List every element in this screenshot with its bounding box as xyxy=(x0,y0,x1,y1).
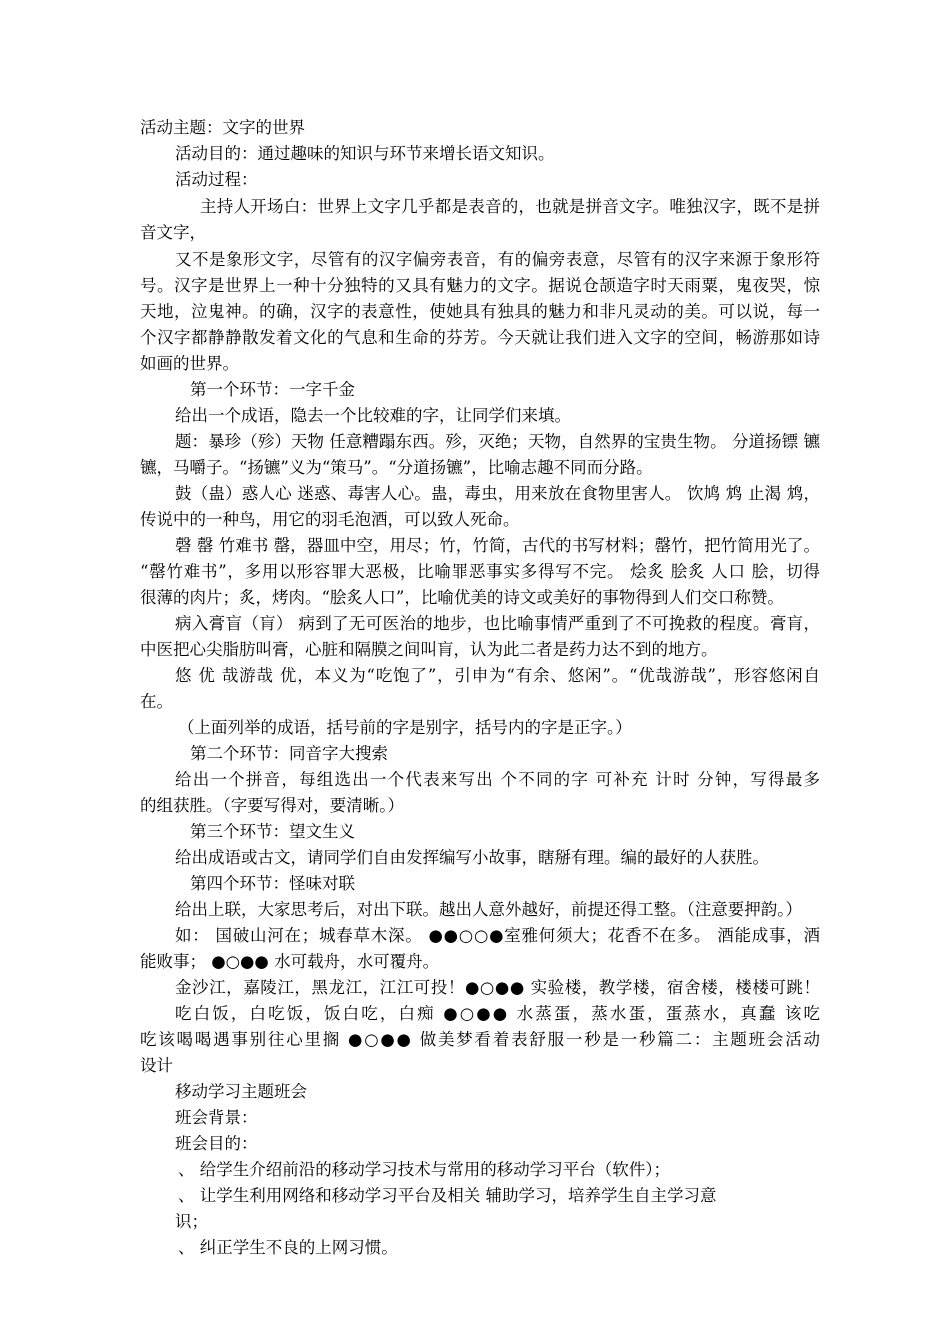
paragraph-line: 给出上联，大家思考后，对出下联。越出人意外越好，前提还得工整。（注意要押韵。） xyxy=(175,900,802,919)
paragraph-line: 如画的世界。 xyxy=(140,354,239,373)
paragraph-line: 很薄的肉片；炙，烤肉。“脍炙人口”，比喻优美的诗文或美好的事物得到人们交口称赞。 xyxy=(140,588,784,607)
paragraph-line: 在。 xyxy=(140,692,173,711)
class-meeting-purpose: 班会目的： xyxy=(175,1134,258,1153)
paragraph-line: 题：暴珍（殄）天物 任意糟蹋东西。殄，灭绝；天物，自然界的宝贵生物。 分道扬镖 镳 xyxy=(175,432,820,451)
paragraph-line: 鼓（蛊）惑人心 迷惑、毒害人心。蛊，毒虫，用来放在食物里害人。 饮鸠 鸩 止渴 鸩， xyxy=(175,484,820,503)
paragraph-line: 给出一个成语，隐去一个比较难的字，让同学们来填。 xyxy=(175,406,571,425)
list-item: 、 纠正学生不良的上网习惯。 xyxy=(178,1238,398,1257)
paragraph-line: 给出一个拼音，每组选出一个代表来写出 个不同的字 可补充 计时 分钟，写得最多 xyxy=(175,770,820,789)
paragraph-line: 音文字， xyxy=(140,223,206,242)
paragraph-line: 吃白饭，白吃饭，饭白吃，白痴 ●○●● 水蒸蛋，蒸水蛋，蛋蒸水，真蠢 该吃 xyxy=(175,1004,820,1023)
paragraph-line: 设计 xyxy=(140,1056,173,1075)
paragraph-line: 悠 优 哉游哉 优，本义为“吃饱了”，引申为“有余、悠闲”。“优哉游哉”，形容悠闲自 xyxy=(175,666,820,685)
activity-purpose: 活动目的：通过趣味的知识与环节来增长语文知识。 xyxy=(175,144,555,163)
paragraph-line: 金沙江，嘉陵江，黑龙江，江江可投！●○●● 实验楼，教学楼，宿舍楼，楼楼可跳！ xyxy=(175,978,820,997)
paragraph-line: 如： 国破山河在；城春草木深。 ●●○○●室雅何须大；花香不在多。 酒能成事，酒 xyxy=(175,926,820,945)
paragraph-line: 号。汉字是世界上一种十分独特的又具有魅力的文字。据说仓颉造字时天雨粟，鬼夜哭，惊 xyxy=(140,276,820,295)
paragraph-line: 镳，马嚼子。“扬镳”义为“策马”。“分道扬镳”，比喻志趣不同而分路。 xyxy=(140,458,653,477)
list-item-continuation: 识； xyxy=(175,1212,208,1231)
paragraph-line: 传说中的一种鸟，用它的羽毛泡酒，可以致人死命。 xyxy=(140,510,520,529)
paragraph-line: 病入膏盲（肓） 病到了无可医治的地步，也比喻事情严重到了不可挽救的程度。膏肓， xyxy=(175,614,820,633)
paragraph-line: 磬 罄 竹难书 罄，器皿中空，用尽；竹，竹简，古代的书写材料；罄竹，把竹简用光了。 xyxy=(175,536,820,555)
activity-theme: 活动主题：文字的世界 xyxy=(140,118,305,137)
class-meeting-background: 班会背景： xyxy=(175,1108,258,1127)
section-heading-4: 第四个环节：怪味对联 xyxy=(190,874,355,893)
list-item: 、 给学生介绍前沿的移动学习技术与常用的移动学习平台（软件）； xyxy=(178,1160,670,1179)
section-heading-2: 第二个环节：同音字大搜索 xyxy=(190,744,388,763)
paragraph-line: 中医把心尖脂肪叫膏，心脏和隔膜之间叫肓，认为此二者是药力达不到的地方。 xyxy=(140,640,718,659)
paragraph-line: “罄竹难书”，多用以形容罪大恶极，比喻罪恶事实多得写不完。 烩炙 脍炙 人口 脍，切得 xyxy=(140,562,820,581)
paragraph-line: 主持人开场白：世界上文字几乎都是表音的，也就是拼音文字。唯独汉字，既不是拼 xyxy=(200,197,820,216)
list-item: 、 让学生利用网络和移动学习平台及相关 辅助学习，培养学生自主学习意 xyxy=(178,1186,717,1205)
section-heading-3: 第三个环节：望文生义 xyxy=(190,822,355,841)
section-heading-1: 第一个环节：一字千金 xyxy=(190,380,355,399)
activity-process-heading: 活动过程： xyxy=(175,170,258,189)
paragraph-line: 个汉字都静静散发着文化的气息和生命的芬芳。今天就让我们进入文字的空间，畅游那如诗 xyxy=(140,328,820,347)
paragraph-line: 又不是象形文字，尽管有的汉字偏旁表音，有的偏旁表意，尽管有的汉字来源于象形符 xyxy=(175,250,820,269)
note-line: （上面列举的成语，括号前的字是别字，括号内的字是正字。） xyxy=(178,718,632,737)
class-meeting-title: 移动学习主题班会 xyxy=(175,1082,307,1101)
paragraph-line: 能败事； ●○●● 水可载舟，水可覆舟。 xyxy=(140,952,440,971)
paragraph-line: 的组获胜。（字要写得对，要清晰。） xyxy=(140,796,404,815)
paragraph-line: 给出成语或古文，请同学们自由发挥编写小故事，瞎掰有理。编的最好的人获胜。 xyxy=(175,848,769,867)
paragraph-line: 吃该喝喝遇事别往心里搁 ●○●● 做美梦看着表舒服一秒是一秒篇二：主题班会活动 xyxy=(140,1030,820,1049)
paragraph-line: 天地，泣鬼神。的确，汉字的表意性，使她具有独具的魅力和非凡灵动的美。可以说，每一 xyxy=(140,302,820,321)
